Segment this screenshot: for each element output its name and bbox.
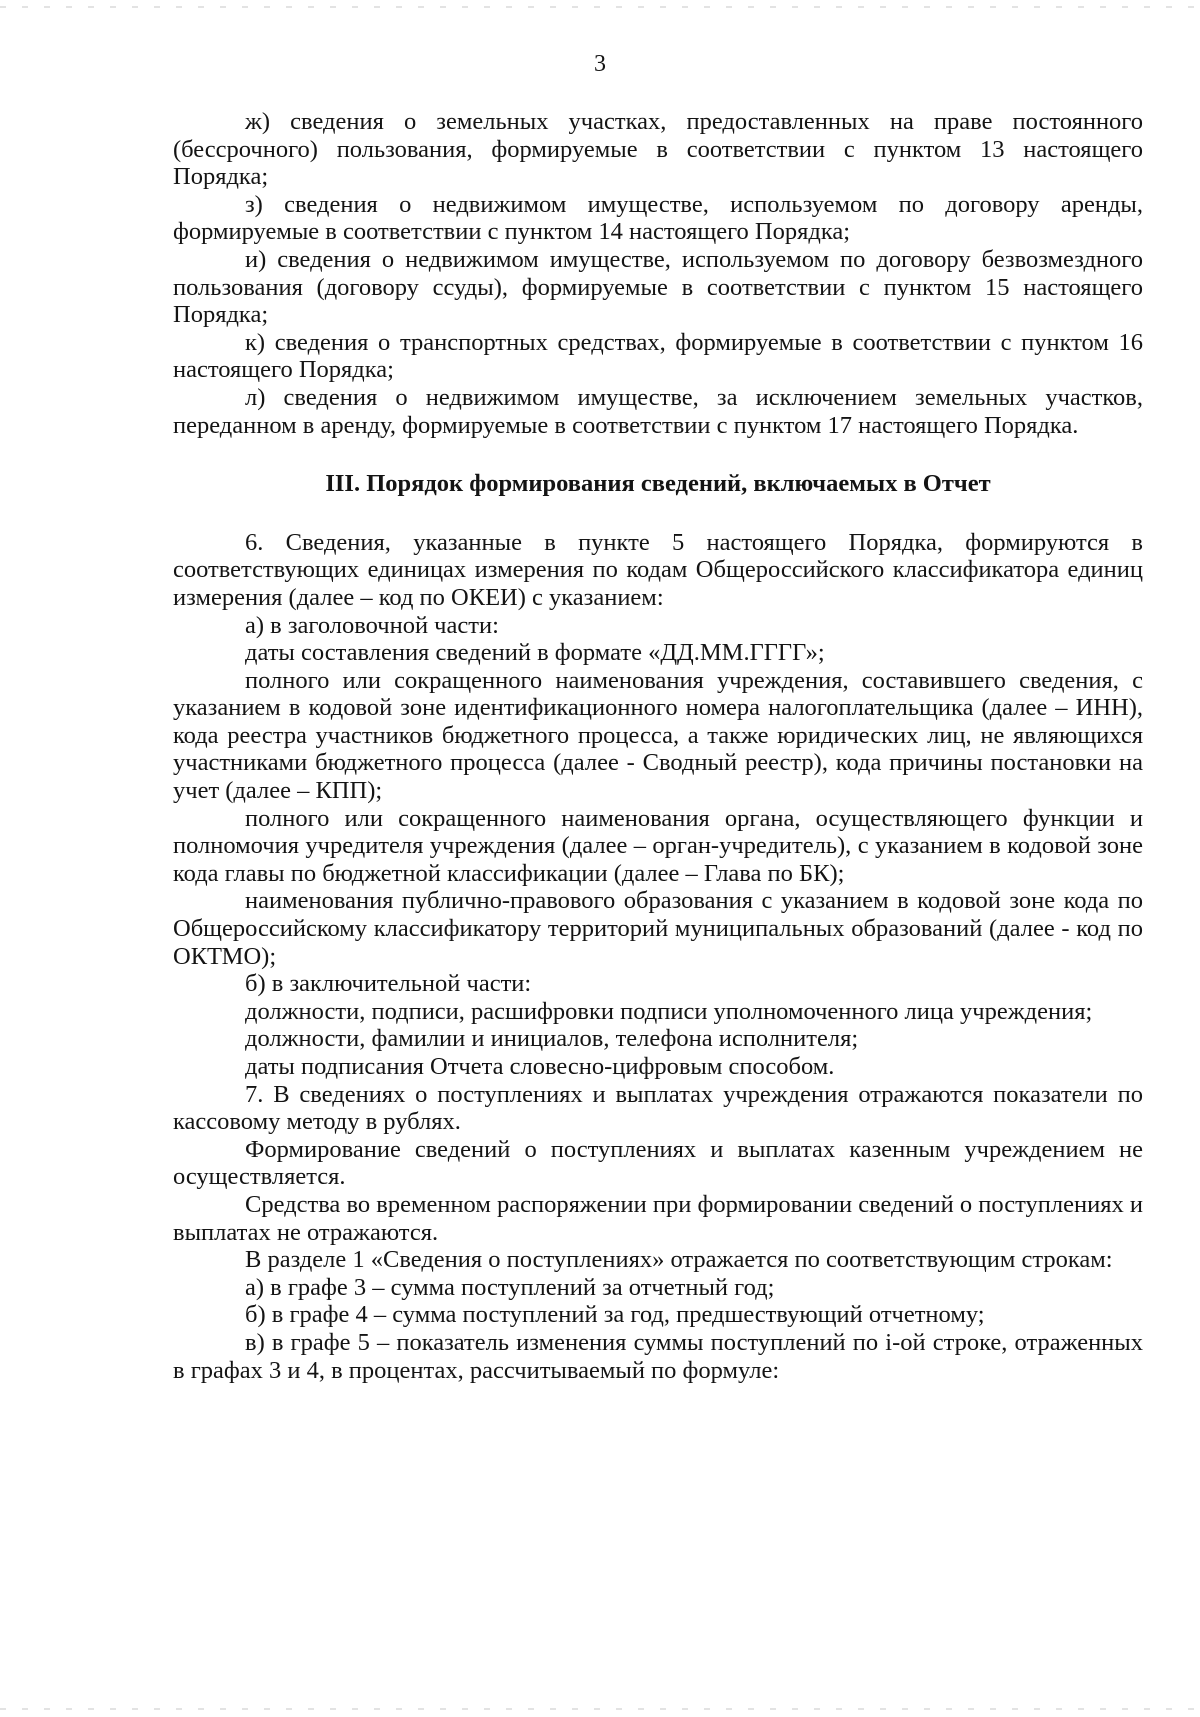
paragraph-signing-date: даты подписания Отчета словесно-цифровым способом. bbox=[245, 1053, 835, 1080]
subitem-b-final: б) в заключительной части: bbox=[245, 970, 532, 998]
subitem-a-header: а) в заголовочной части: bbox=[245, 611, 499, 639]
list-item-i: и) сведения о недвижимом имуществе, используемом по договору безвозмездного пользования (договору ссуды), формируемые в соответствии с пунктом 15 настоящего Порядка; bbox=[173, 245, 1143, 329]
list-item-l: л) сведения о недвижимом имуществе, за исключением земельных участков, переданном в аренду, формируемые в соответствии с пунктом 17 настоящего Порядка. bbox=[173, 383, 1143, 439]
scan-edge-top bbox=[0, 6, 1200, 8]
column-4-item: б) в графе 4 – сумма поступлений за год, предшествующий отчетному; bbox=[245, 1301, 985, 1329]
list-item-k: к) сведения о транспортных средствах, формируемые в соответствии с пунктом 16 настоящего Порядка; bbox=[173, 328, 1143, 384]
paragraph-institution-name: полного или сокращенного наименования учреждения, составившего сведения, с указанием в кодовой зоне идентификационного номера налогоплательщика (далее – ИНН), кода реестра участников бюджетного процесса, а также юридических лиц, не являющихся участниками бюджетного процесса (далее - Сводный реестр), кода причины постановки на учет (далее – КПП); bbox=[173, 666, 1143, 805]
paragraph-section-1: В разделе 1 «Сведения о поступлениях» отражается по соответствующим строкам: bbox=[245, 1246, 1113, 1274]
paragraph-date-format: даты составления сведений в формате «ДД.ММ.ГГГГ»; bbox=[245, 639, 825, 667]
paragraph-7: 7. В сведениях о поступлениях и выплатах учреждения отражаются показатели по кассовому методу в рублях. bbox=[173, 1080, 1143, 1136]
paragraph-executor: должности, фамилии и инициалов, телефона исполнителя; bbox=[245, 1025, 859, 1053]
document-body bbox=[173, 108, 1143, 1384]
column-5-item: в) в графе 5 – показатель изменения суммы поступлений по i-ой строке, отраженных в графах 3 и 4, в процентах, рассчитываемый по формуле: bbox=[173, 1328, 1143, 1384]
paragraph-state-institution: Формирование сведений о поступлениях и выплатах казенным учреждением не осуществляется. bbox=[173, 1135, 1143, 1191]
paragraph-6: 6. Сведения, указанные в пункте 5 настоящего Порядка, формируются в соответствующих единицах измерения по кодам Общероссийского классификатора единиц измерения (далее – код по ОКЕИ) с указанием: bbox=[173, 528, 1143, 611]
paragraph-signature: должности, подписи, расшифровки подписи уполномоченного лица учреждения; bbox=[245, 997, 1093, 1025]
list-item-z: з) сведения о недвижимом имуществе, используемом по договору аренды, формируемые в соответствии с пунктом 14 настоящего Порядка; bbox=[173, 190, 1143, 246]
scan-edge-bottom bbox=[0, 1708, 1200, 1710]
paragraph-founder-body: полного или сокращенного наименования органа, осуществляющего функции и полномочия учредителя учреждения (далее – орган-учредитель), с указанием в кодовой зоне кода главы по бюджетной классификации (далее – Глава по БК); bbox=[173, 804, 1143, 887]
list-item-zh: ж) сведения о земельных участках, предоставленных на праве постоянного (бессрочного) пользования, формируемые в соответствии с пунктом 13 настоящего Порядка; bbox=[173, 108, 1143, 191]
section-heading: III. Порядок формирования сведений, включаемых в Отчет bbox=[325, 470, 991, 498]
paragraph-temporary-funds: Средства во временном распоряжении при формировании сведений о поступлениях и выплатах не отражаются. bbox=[173, 1190, 1143, 1246]
column-3-item: а) в графе 3 – сумма поступлений за отчетный год; bbox=[245, 1273, 775, 1301]
page-number: 3 bbox=[594, 51, 606, 77]
paragraph-public-entity: наименования публично-правового образования с указанием в кодовой зоне кода по Общероссийскому классификатору территорий муниципальных образований (далее - код по ОКТМО); bbox=[173, 887, 1143, 970]
